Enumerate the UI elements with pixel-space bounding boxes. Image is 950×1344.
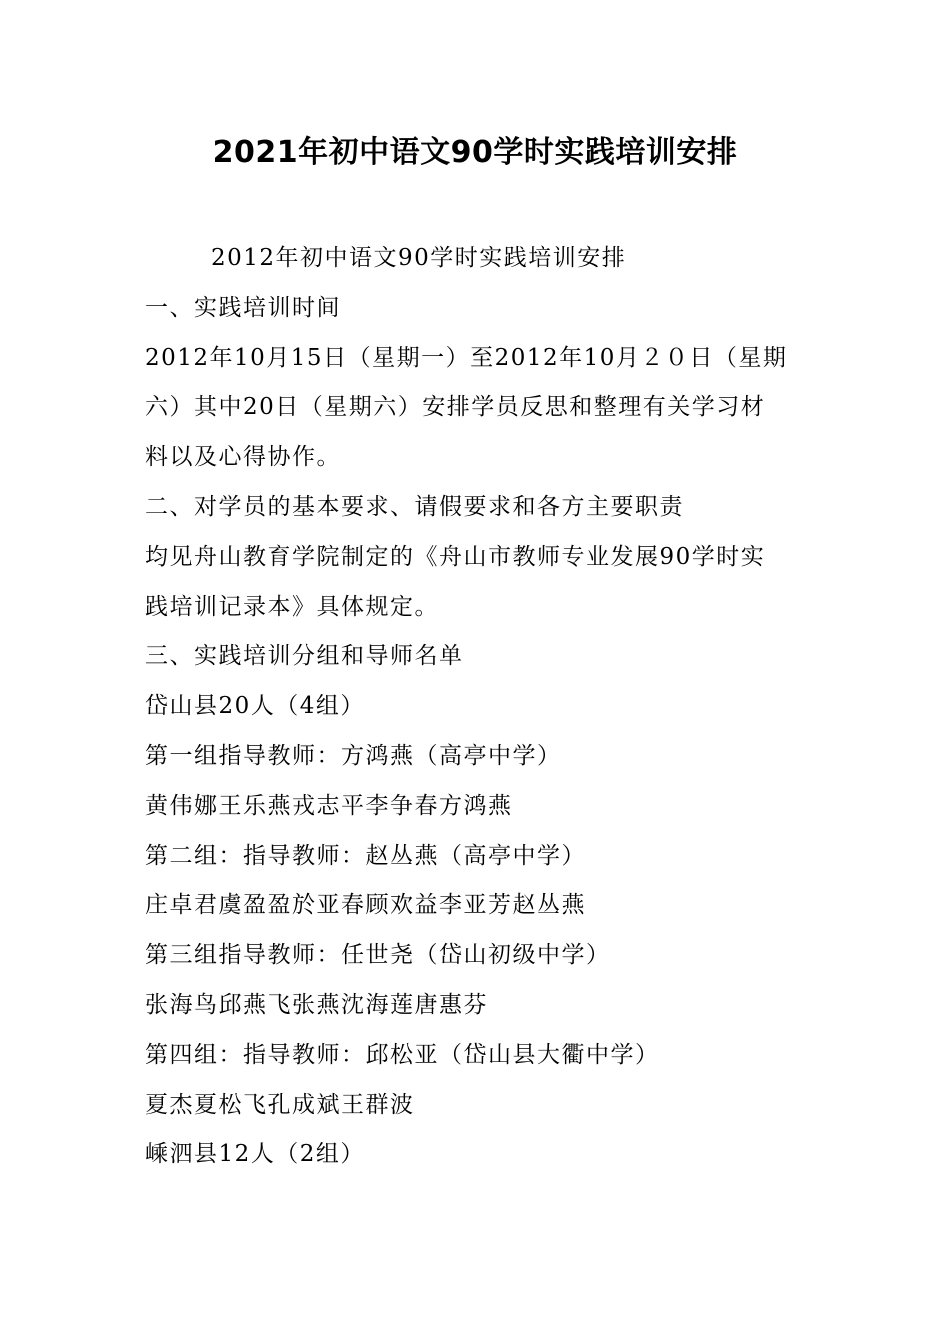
county-heading-shengsi: 嵊泗县12人（2组） [145,1141,365,1168]
group-supervisor-line: 第二组：指导教师：赵丛燕（高亭中学） [145,842,586,869]
paragraph-line: 践培训记录本》具体规定。 [145,593,439,620]
group-supervisor-line: 第四组：指导教师：邱松亚（岱山县大衢中学） [145,1041,660,1068]
document-body [145,234,810,1180]
group-supervisor-line: 第三组指导教师：任世尧（岱山初级中学） [145,942,611,969]
section-heading-groups: 三、实践培训分组和导师名单 [145,643,464,670]
section-heading-time: 一、实践培训时间 [145,294,341,321]
document-title: 2021年初中语文90学时实践培训安排 [212,135,738,170]
subtitle-line: 2012年初中语文90学时实践培训安排 [211,245,627,271]
paragraph-line: 2012年10月15日（星期一）至2012年10月２０日（星期 [145,344,788,371]
group-members-line: 夏杰夏松飞孔成斌王群波 [145,1091,415,1118]
paragraph-line: 六）其中20日（星期六）安排学员反思和整理有关学习材 [145,394,766,421]
group-supervisor-line: 第一组指导教师：方鸿燕（高亭中学） [145,742,562,769]
paragraph-line: 料以及心得协作。 [145,444,341,471]
paragraph-line: 均见舟山教育学院制定的《舟山市教师专业发展90学时实 [145,543,766,570]
section-heading-requirements: 二、对学员的基本要求、请假要求和各方主要职责 [145,493,684,520]
group-members-line: 黄伟娜王乐燕戎志平李争春方鸿燕 [145,792,513,819]
group-members-line: 庄卓君虞盈盈於亚春顾欢益李亚芳赵丛燕 [145,892,586,919]
group-members-line: 张海鸟邱燕飞张燕沈海莲唐惠芬 [145,991,488,1018]
county-heading-daishan: 岱山县20人（4组） [145,693,365,720]
